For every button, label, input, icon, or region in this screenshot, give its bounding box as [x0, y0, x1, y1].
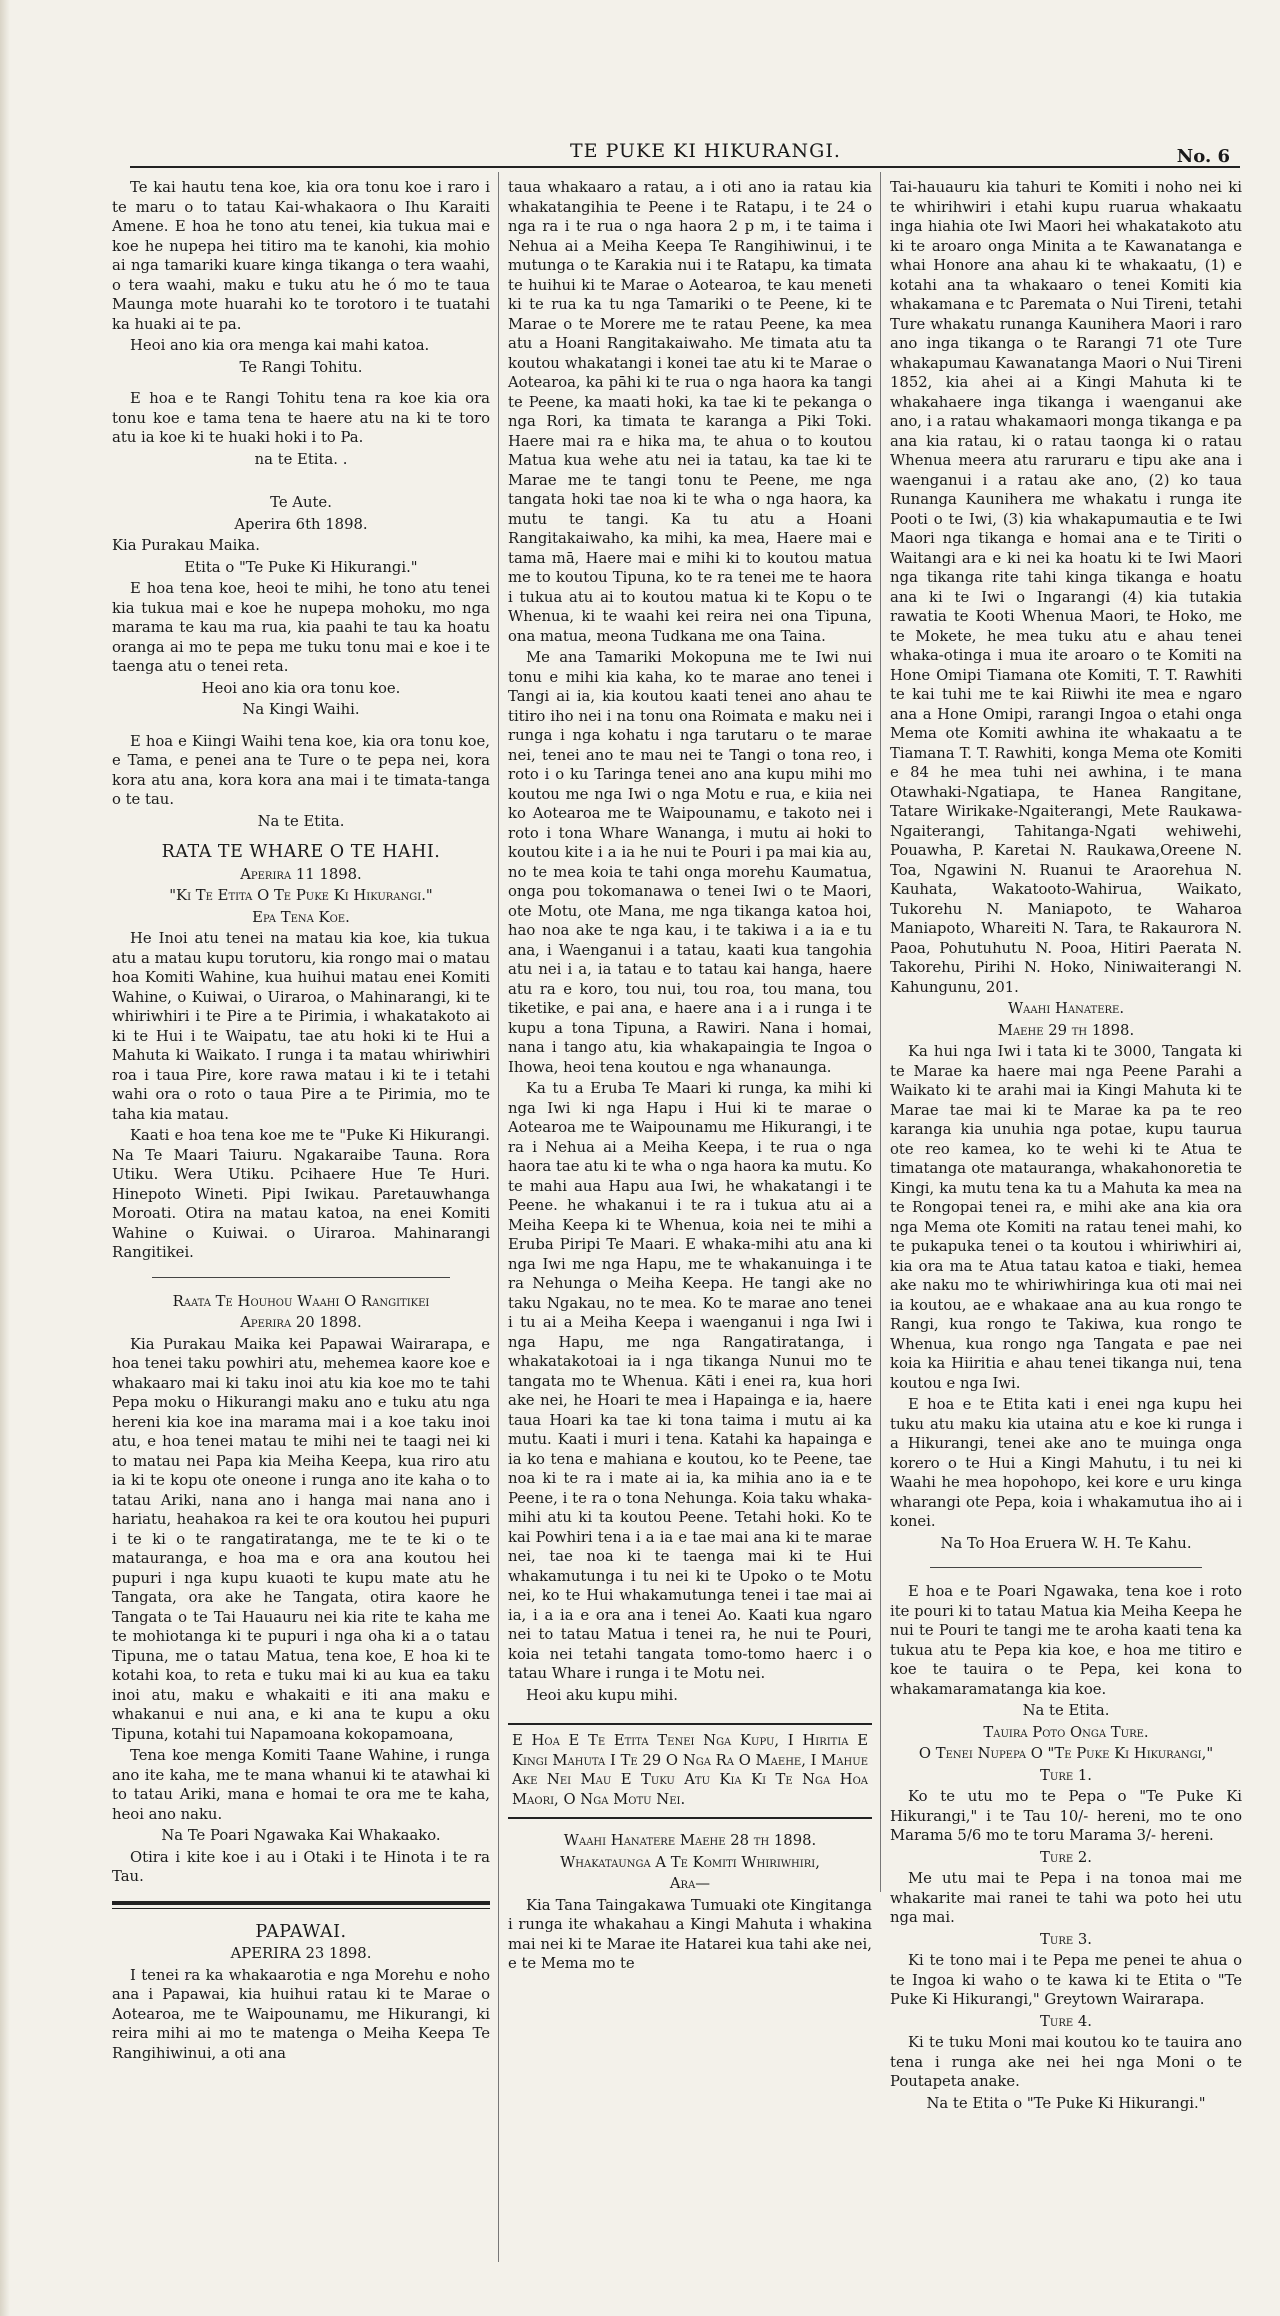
article-body: Me ana Tamariki Mokopuna me te Iwi nui tonu e mihi kia kaha, ko te marae ano tenei i Tangi ai ia, kia koutou kaati tenei ano ahau te titiro iho nei i na tonu ona Roimata e maku nei i runga i nga kohatu i nga tarutaru o te marae nei, tenei ano te mau nei te Tangi o tona reo, i roto i o ku Taringa tenei ano ana kupu mihi mo koutou me nga Iwi o nga Motu e rua, e kiia nei ko Aotearoa me te Waipounamu, e takoto nei i roto i tona Whare Wananga, i mutu ai hoki to koutou kite i a ia he nui te Pouri i pa mai kia au, no te mea koia te tahi onga morehu Kaumatua, onga pou tokomanawa o tenei Iwi o te Maori, ote Motu, ote Mana, me nga tikanga katoa hoi, hao noa ake te nga kau, i te takiwa i a ia e tu ana, i Waenganui i a tatau, kaati kua tangohia atu nei i a, ia tatau e to tatau kai hanga, haere atu ra e koro, tou nui, tou roa, tou mana, tou tiketike, e pai ana, e haere ana i a i runga i te kupu a tona Tipuna, a Rawiri. Nana i homai, nana i tango atu, kia whakapaingia te Ingoa o Ihowa, heoi tena koutou e nga whanaunga. — [508, 649, 872, 1076]
divider — [930, 1567, 1202, 1568]
rule-number: Ture 4. — [1040, 2012, 1092, 2030]
rules-subheading: O Tenei Nupepa O "Te Puke Ki Hikurangi," — [918, 1745, 1214, 1762]
editor-sign: na te Etita. . — [254, 450, 348, 468]
article-body: I tenei ra ka whakaarotia e nga Morehu e noho ana i Papawai, kia huihui ratau ki te Marae o Aotearoa, me te Waipounamu, me Hikurangi, ki reira mihi ai mo te matenga o Meiha Keepa Te Rangihiwinui, a oti ana — [112, 1966, 490, 2062]
rule-text: Ki te tono mai i te Pepa me penei te ahua o te Ingoa ki waho o te kawa ki te Etita o "Te Puke Ki Hikurangi," Greytown Wairarapa. — [890, 1952, 1242, 2008]
rule-text: Ki te tuku Moni mai koutou ko te tauira ano tena i runga ake nei hei nga Moni o te Poutapeta anake. — [890, 2034, 1242, 2090]
letter-close: Heoi ano kia ora tonu koe. — [201, 679, 401, 697]
page-edge — [0, 0, 10, 2316]
article-title: Waahi Hanatere Maehe 28 th 1898. — [563, 1832, 817, 1849]
notice-box — [508, 1723, 872, 1819]
article-body: taua whakaaro a ratau, a i oti ano ia ratau kia whakatangihia te Peene i te Ratapu, i te 24 o nga ra i te rua o nga haora 2 p m, i te taima i Nehua ai a Meiha Keepa Te Rangihiwinui, i te mutunga o te Karakia nui i te Ratapu, ka timata te huihui ki te Marae o Aotearoa, te kau meneti ki te rua ka tu nga Tamariki o te Peene, ki te Marae o te Morere me te ratau Peene, ka mea atu a Hoani Rangitakaiwaho. Me timata atu ta koutou whakatangi i konei tae atu ki te Marae o Aotearoa, ka pāhi ki te rua o nga haora ka tangi te Peene, ka maati hoki, ka tae ki te pekanga o nga Rori, ka timata te karanga a Piki Toki. Haere mai ra e hika ma, te ahua o to koutou Matua kua wehe atu nei ia tatau, ka tae ki te Marae me te tangi tonu te Peene, me nga tangata hoki tae noa ki te wha o nga haora, ka mutu te tangi. Ka tu atu a Hoani Rangitakaiwaho, ka mihi, ka mea, Haere mai e tama mā, Haere mai e mihi ki to koutou matua me to koutou Tipuna, ko te ra tenei me te haora i tukua atu ai to koutou matua ki te Kopu o te Whenua, ki te waahi kei reira nei ona Tipuna, ona matua, meona Tudkana me ona Taina. — [508, 179, 872, 645]
signature: Na Te Poari Ngawaka Kai Whakaako. — [161, 1827, 441, 1844]
column-1 — [112, 178, 490, 2065]
signature: Na te Etita o "Te Puke Ki Hikurangi." — [926, 2094, 1206, 2112]
rule-number: Ture 1. — [1040, 1766, 1092, 1784]
article-title: Raata Te Houhou Waahi O Rangitikei — [172, 1292, 430, 1310]
article-date: APERIRA 23 1898. — [230, 1945, 372, 1962]
divider — [152, 1277, 450, 1278]
rule-text: Me utu mai te Pepa i na tonoa mai me whakarite mai ranei te tahi wa poto hei utu nga mai. — [890, 1870, 1242, 1926]
article-date: Maehe 29 th 1898. — [997, 1021, 1135, 1039]
masthead: TE PUKE KI HIKURANGI. — [570, 140, 841, 162]
rule-number: Ture 2. — [1040, 1848, 1092, 1866]
article-body: Kaati e hoa tena koe me te "Puke Ki Hikurangi. Na Te Maari Taiuru. Ngakaraibe Tauna. Rora Utiku. Wera Utiku. Pcihaere Hue Te Huri. Hinepoto Wineti. Pipi Iwikau. Paretauwhanga Moroati. Otira na matau katoa, na enei Komiti Wahine o Kuiwai. o Uiraroa. Mahinarangi Rangitikei. — [112, 1127, 490, 1261]
article-body: Ka hui nga Iwi i tata ki te 3000, Tangata ki te Marae ka haere mai nga Peene Parahi a Waikato ki te arahi mai ia Kingi Mahuta ki te Marae tae mai ki te Marae ka pa te reo karanga kia unuhia nga potae, kupu taurua ote reo kamea, ko te wehi ki te Atua te timatanga ote matauranga, whakahonoretia te Kingi, ka mutu tena ka tu a Mahuta ka mea na te Rongopai tenei ra, e mihi ake ana kia ora nga Mema ote Komiti na ratau tenei mahi, ko te pukapuka tenei o ta koutou i whiriwhiri ai, kia ora ma te Atua tatau katoa e tiaki, hemea ake naku mo te whiriwhiringa kua oti mai nei ia koutou, ae e whakaae ana au kua rongo te Rangi, kua rongo te Takiwa, kua rongo te Whenua, kua rongo nga Tangata e pae nei koia ka Hiiritia e ahau tenei tikanga nui, tena koutou e nga Iwi. — [890, 1043, 1242, 1392]
article-body: Tai-hauauru kia tahuri te Komiti i noho nei ki te whirihwiri i etahi kupu ruarua whakaatu inga hiahia ote Iwi Maori hei whakatakoto atu ki te aroaro onga Minita a te Kawanatanga e whai Honore ana ahau ki te whakaatu, (1) e kotahi ana ta whakaaro o tenei Komiti kia whakamana e tc Paremata o Nui Tireni, tetahi Ture whakatu runanga Kaunihera Maori i raro ano inga tikanga o te Rarangi 71 ote Ture whakapumau Kawanatanga Maori o Nui Tireni 1852, kia ahei ai a Kingi Mahuta ki te whakahaere inga tikanga i waenganui ake ano, i a ratau whakamaori monga tikanga e pa ana kia ratau, ki o ratau taonga ki o ratau Whenua meera atu raruraru e tipu ake ana i waenganui i a ratau ake ano, (2) ko taua Runanga Kaunihera me whakatu i runga ite Pooti o te Iwi, (3) kia whakapumautia e te Iwi Maori nga tikanga e homai ana e te Tiriti o Waitangi ara e ki nei ka hoatu ki te Iwi Maori nga tikanga rite tahi kinga tikanga e hoatu ana ki te Iwi o Ingarangi (4) kia tutakia rawatia te Kooti Whenua Maori, te Hoko, me te Mokete, he mea tuku atu e ahau tenei whaka-otinga i mua ite aroaro o te Komiti na Hone Omipi Tiamana ote Komiti, T. T. Rawhiti te kai tuhi me te kai Riiwhi ite mea e ngaro ana a Hone Omipi, rarangi Ingoa o etahi onga Mema ote Komiti awhina ite whakaatu a te Tiamana T. T. Rawhiti, konga Mema ote Komiti e 84 he mea tuhi nei awhina, i te mana Otawhaki-Ngatiapa, te Hanea Rangitane, Tatare Wirikake-Ngaiterangi, Mete Raukawa-Ngaiterangi, Tahitanga-Ngati wehiwehi, Pouawha, P. Karetai N. Raukawa,Oreene N. Toa, Ngawini N. Ruanui te Araorehua N. Kauhata, Wakatooto-Wahirua, Waikato, Tukorehu N. Maniapoto, te Waharoa Maniapoto, Whareiti N. Tara, te Rakaurora N. Paoa, Pohutuhutu N. Pooa, Hitiri Paerata N. Takorehu, Pirihi N. Hoko, Niniwaiterangi N. Kahungunu, 201. — [890, 179, 1242, 996]
signature: Na To Hoa Eruera W. H. Te Kahu. — [940, 1534, 1192, 1552]
article-body: Ka tu a Eruba Te Maari ki runga, ka mihi ki nga Iwi ki nga Hapu i Hui ki te marae o Aotearoa me te Waipounamu me Hikurangi, i te ra i Nehua ai a Meiha Keepa, i te rua o nga haora tae atu ki te wha o nga haora ka mutu. Ko te mahi aua Hapu aua Iwi, he whakatangi i te Peene. he whakanui i te ra i tukua atu ai a Meiha Keepa ki te Whenua, koia nei te mihi a Eruba Piripi Te Maari. E whaka-mihi atu ana ki nga Iwi me nga Hapu, me te whakanuinga i te ra Nehunga o Meiha Keepa. He tangi ake no taku Ngakau, no te mea. Ko te marae ano tenei i tu ai a Meiha Keepa i waenganui i nga Iwi i nga Hapu, me nga Rangatiratanga, i whakatakotoai ia i nga tikanga Nunui mo te tangata mo te Whenua. Kāti i enei ra, kua hori ake nei, he Hoari te mea i Hapainga e ia, haere taua Hoari ka tae ki tona taima i mutu ai ka mutu. Kaati i muri i tena. Katahi ka hapainga e ia ko tena e mahiana e koutou, ko te Peene, tae noa ki te ra i mate ai ia, ka mihia ano ia e te Peene, i te ra o tona Nehunga. Koia taku whaka-mihi atu ki ta koutou Peene. Tetahi hoki. Ko te kai Powhiri tena i a ia e tae mai ana ki te marae nei, tae noa ki te taenga mai ki te Hui whakamutunga i tu nei ki te Upoko o te Motu nei, ko te Hui whakamutunga tenei i tae mai ai ia, i a ia e ora ana i tenei Ao. Kaati kua ngaro nei to tatau Matua i tenei ra, he nui te Pouri, koia nei tetahi tangata tomo-tomo haerc i o tatau Whare i runga i te Motu nei. — [508, 1080, 872, 1682]
column-3 — [890, 178, 1242, 2115]
place-heading: Te Aute. — [270, 494, 332, 511]
article-addressee: "Ki Te Etita O Te Puke Ki Hikurangi." — [169, 887, 433, 904]
double-rule — [112, 1901, 490, 1909]
letter-intro: Te kai hautu tena koe, kia ora tonu koe i raro i te maru o to tatau Kai-whakaora o Ihu Karaiti Amene. E hoa he tono atu tenei, kia tukua mai e koe he nupepa hei titiro ma te kanohi, kia mohio ai nga tamariki kuare kinga tikanga o tera waahi, o tera waahi, maku e tuku atu he ó mo te taua Maunga mote huarahi ko te torotoro i te tuatahi ka huaki ai te pa. — [112, 179, 490, 333]
rules-heading: Tauira Poto Onga Ture. — [983, 1723, 1149, 1741]
rule-number: Ture 3. — [1040, 1930, 1092, 1948]
letter-addressee: Kia Purakau Maika. — [112, 537, 260, 554]
article-date: Aperira 11 1898. — [240, 865, 362, 883]
article-date: Aperira 20 1898. — [240, 1314, 362, 1331]
article-title: RATA TE WHARE O TE HAHI. — [161, 842, 441, 862]
page-number: No. 6 — [1176, 146, 1230, 167]
column-rule-2 — [880, 172, 881, 1892]
article-body: E hoa e te Etita kati i enei nga kupu hei tuku atu maku kia utaina atu e koe ki runga i a Hikurangi, tenei ake ano te muinga onga korero o te Hui a Kingi Mahutu, i tu nei ki Waahi he mea hopohopo, kei kore e uru kinga wharangi ote Pepa, koia i whakamutua iho ai i konei. — [890, 1396, 1242, 1530]
editor-sign: Na te Etita. — [257, 812, 345, 830]
letter-date: Aperira 6th 1898. — [234, 515, 368, 533]
place-heading: Waahi Hanatere. — [1007, 1000, 1125, 1017]
letter-intro-close: Heoi ano kia ora menga kai mahi katoa. — [130, 337, 430, 354]
article-ara: Ara— — [669, 1875, 711, 1892]
signature: Na Kingi Waihi. — [242, 701, 360, 718]
editor-reply: E hoa e Kiingi Waihi tena koe, kia ora tonu koe, e Tama, e penei ana te Ture o te pepa nei, kora kora atu ana, kora kora ana mai i te timata-tanga o te tau. — [112, 732, 490, 808]
article-close: Otira i kite koe i au i Otaki i te Hinota i te ra Tau. — [112, 1848, 490, 1885]
notice-text: E Hoa E Te Etita Tenei Nga Kupu, I Hiritia E Kingi Mahuta I Te 29 O Nga Ra O Maehe, I Mahue Ake Nei Mau E Tuku Atu Kia Ki Te Nga Hoa Maori, O Nga Motu Nei. — [512, 1732, 868, 1808]
column-2 — [508, 178, 872, 1976]
page-header — [130, 140, 1230, 167]
article-body: Tena koe menga Komiti Taane Wahine, i runga ano ite kaha, me te mana whanui ki te atawhai ki to tatau Ariki, mana e homai te ora me te kaha, heoi ano naku. — [112, 1747, 490, 1823]
letter-body: E hoa tena koe, heoi te mihi, he tono atu tenei kia tukua mai e koe he nupepa mohoku, mo nga marama te kau ma rua, kia paahi te tau ka hoatu oranga ai mo te pepa me tuku tonu mai e koe i te taenga atu o tenei reta. — [112, 580, 490, 675]
article-subtitle: Whakataunga A Te Komiti Whiriwhiri, — [560, 1853, 820, 1871]
rule-text: Ko te utu mo te Pepa o "Te Puke Ki Hikurangi," i te Tau 10/- hereni, mo te ono Marama 5/6 mo te toru Marama 3/- hereni. — [890, 1788, 1242, 1844]
article-close: Heoi aku kupu mihi. — [526, 1686, 678, 1704]
article-salute: Epa Tena Koe. — [252, 908, 350, 926]
article-body: He Inoi atu tenei na matau kia koe, kia tukua atu a matau kupu torutoru, kia rongo mai o matau hoa Komiti Wahine, kua huihui matau enei Komiti Wahine, o Kuiwai, o Uiraroa, o Mahinarangi, ki te whiriwhiri i te Pire a te Pirimia, i whakatakoto ai ki te Hui i te Waipatu, tae atu hoki ki te Hui a Mahuta ki Waikato. I runga i ta matau whiriwhiri roa i taua Pire, kore rawa matau i ki te i tetahi wahi ora o roto o taua Pire a te Pirimia, mo te taha kia matau. — [112, 930, 490, 1123]
article-body: Kia Purakau Maika kei Papawai Wairarapa, e hoa tenei taku powhiri atu, mehemea kaore koe e whakaaro mai ki taku inoi atu kia koe mo te tahi Pepa moku o Hikurangi maku ano e tuku atu nga hereni kia koe ina marama mai i a koe taku inoi atu, e hoa tenei matau te mihi nei te taagi nei ki to matau nei Papa kia Meiha Keepa, kua riro atu ia ki te kopu ote oneone i runga ano ite kaha o to tatau Ariki, nana ano i hanga mai nana ano i hariatu, heahakoa ra kei te ora koutou hei pupuri i te ki o te rangatiratanga, me te te ki o te matauranga, e hoa ma e ora ana koutou hei pupuri i nga kupu kuaoti te kupu mate atu he Tangata, ora ake he Tangata, otira kaore he Tangata o te Tai Hauauru nei kia rite te kaha me te mohiotanga ki te pupuri i nga oha ki a o tatau Tipuna, me o tatau Matua, tena koe, E hoa ki te kotahi koa, to reta e tuku mai ki au kua ea taku inoi atu, maku e whakaiti e iti ana maku e whakanui e nui ana, e ki ana te kupu a oku Tipuna, kotahi tui Napamoana kokopamoana, — [112, 1335, 490, 1743]
editor-reply: E hoa e te Poari Ngawaka, tena koe i roto ite pouri ki to tatau Matua kia Meiha Keepa he nui te Pouri te tangi me te aroha kaati tena ka tukua atu te Pepa kia koe, e hoa me titiro e koe te tauira o te Pepa, kei kona to whakamaramatanga kia koe. — [890, 1583, 1242, 1698]
header-rule — [130, 166, 1240, 168]
article-body: Kia Tana Taingakawa Tumuaki ote Kingitanga i runga ite whakahau a Kingi Mahuta i whakina mai nei ki te Marae ite Hatarei kua tahi ake nei, e te Mema mo te — [508, 1896, 872, 1972]
article-title: PAPAWAI. — [255, 1921, 347, 1942]
letter-line: Etita o "Te Puke Ki Hikurangi." — [184, 558, 418, 576]
signature: Te Rangi Tohitu. — [239, 358, 363, 376]
column-rule-1 — [498, 172, 499, 2262]
editor-sign: Na te Etita. — [1022, 1702, 1110, 1719]
editor-reply: E hoa e te Rangi Tohitu tena ra koe kia ora tonu koe e tama tena te haere atu na ki te toro atu ia koe ki te huaki hoki i to Pa. — [112, 390, 490, 446]
